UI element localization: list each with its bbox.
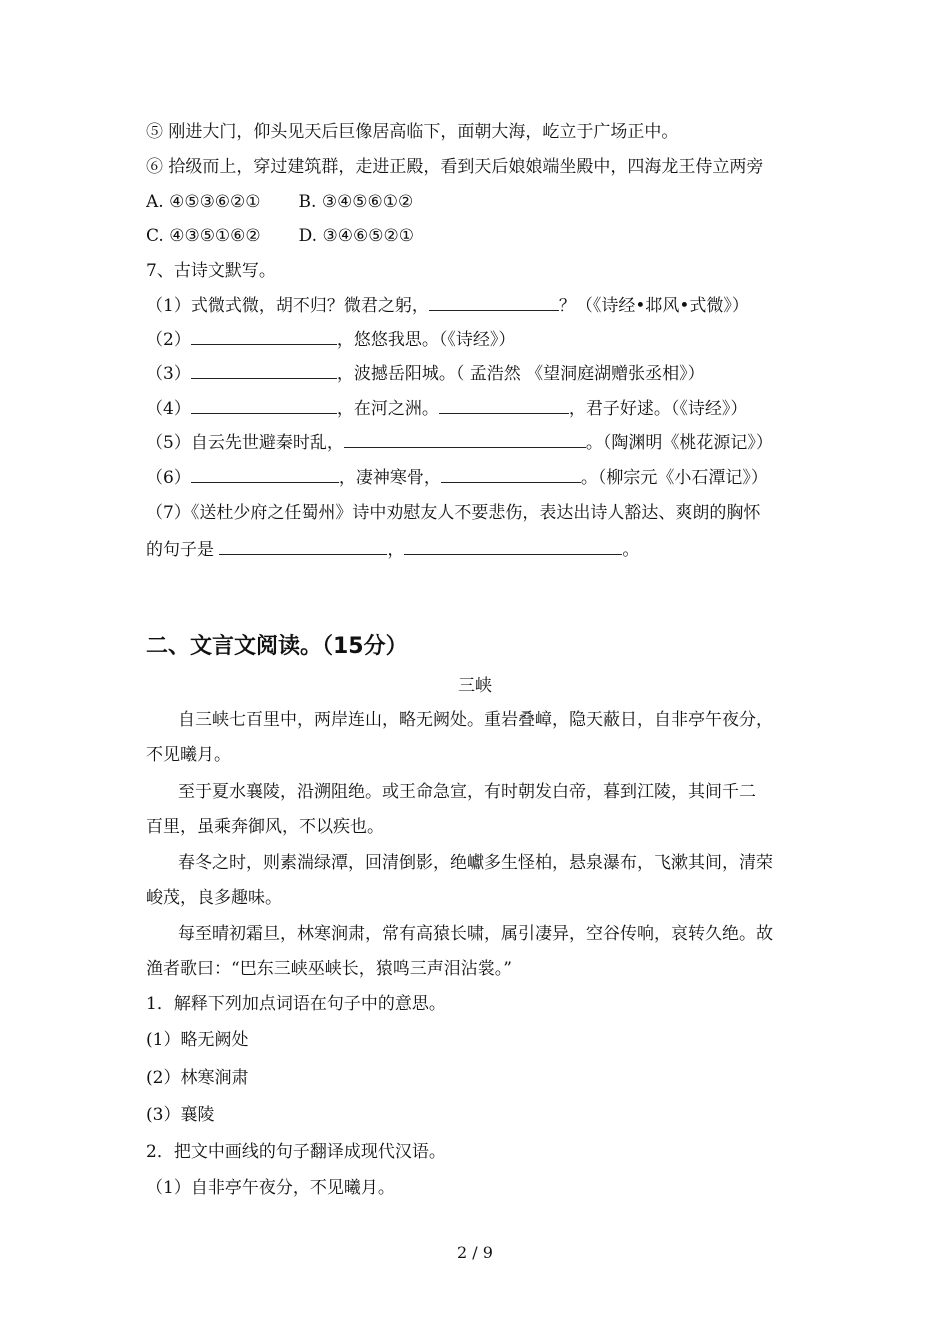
dotted-word: 襄 [180,1105,198,1125]
passage-para-3-cont: 峻茂，良多趣味。 [146,888,282,908]
answer-blank[interactable] [439,397,569,414]
item-text: (1）略无 [146,1030,215,1050]
recite-source: ？（《诗经•邶风•式微》） [558,296,749,316]
question-2: 2．把文中画线的句子翻译成现代汉语。 [146,1142,446,1162]
recite-source: ，君子好逑。（《诗经》） [568,399,748,419]
item-text: 陵 [197,1105,215,1125]
recite-text: ，波撼岳阳城。（ 孟浩然 《望洞庭湖赠张丞相》） [336,364,705,384]
option-a: A. ④⑤③⑥②① [146,192,261,212]
options-row-ab [146,190,816,214]
option-c: C. ④③⑤①⑥② [146,226,261,246]
recite-line-6 [146,466,816,490]
recite-number: （4） [146,399,191,419]
options-row-cd [146,224,816,248]
item-text: (3） [146,1105,181,1125]
question-1-item-2 [146,1066,816,1090]
question-7-title: 7、古诗文默写。 [146,261,276,281]
recite-line-7: （7）《送杜少府之任蜀州》诗中劝慰友人不要悲伤，表达出诗人豁达、爽朗的胸怀 [146,503,761,523]
recite-source: 。（柳宗元《小石潭记》） [580,468,768,488]
recite-text: （1）式微式微，胡不归？微君之躬， [146,296,429,316]
recite-text: 的句子是 [146,540,220,560]
recite-line-3 [146,362,816,386]
question-1-item-1 [146,1028,816,1052]
passage-para-2-cont: 百里，虽乘奔御风，不以疾也。 [146,817,384,837]
dotted-word: 阙 [214,1030,232,1050]
answer-blank[interactable] [404,538,622,555]
passage-para-1-cont: 不见曦月。 [146,745,231,765]
answer-blank[interactable] [191,362,337,379]
recite-line-4 [146,397,816,421]
recite-text: ，凄神寒骨， [338,468,441,488]
recite-number: （6） [146,468,191,488]
answer-blank[interactable] [344,431,586,448]
recite-text: ，悠悠我思。（《诗经》） [336,330,516,350]
question-1-item-3 [146,1103,816,1127]
option-d: D. ③④⑥⑤②① [298,226,414,246]
recite-line-5 [146,431,816,455]
passage-para-4: 每至晴初霜旦，林寒涧肃，常有高猿长啸，属引凄异，空谷传响，哀转久绝。故 [178,924,773,944]
recite-number: （2） [146,330,191,350]
item-text: 处 [231,1030,249,1050]
passage-title: 三峡 [458,676,492,696]
answer-blank[interactable] [429,294,559,311]
recite-line-1 [146,294,816,318]
passage-para-3: 春冬之时，则素湍绿潭，回清倒影，绝巘多生怪柏，悬泉瀑布，飞漱其间，清荣 [178,853,773,873]
answer-blank[interactable] [191,397,337,414]
section-heading: 二、文言文阅读。（15分） [146,634,408,659]
question-2-item-1: （1）自非亭午夜分，不见曦月。 [146,1178,395,1198]
page-number: 2 / 9 [457,1243,493,1262]
answer-blank[interactable] [219,538,387,555]
passage-para-1: 自三峡七百里中，两岸连山，略无阙处。重岩叠嶂，隐天蔽日，自非亭午夜分， [178,710,773,730]
dotted-word: 肃 [231,1068,249,1088]
recite-number: （3） [146,364,191,384]
question-1: 1．解释下列加点词语在句子中的意思。 [146,994,446,1014]
recite-line-7-cont [146,538,816,562]
passage-para-2: 至于夏水襄陵，沿溯阻绝。或王命急宣，有时朝发白帝，暮到江陵，其间千二 [178,782,756,802]
recite-text: 。 [622,540,640,560]
recite-source: 。（陶渊明《桃花源记》） [585,433,773,453]
sentence-item-6: ⑥ 拾级而上，穿过建筑群，走进正殿，看到天后娘娘端坐殿中，四海龙王侍立两旁 [146,157,764,177]
item-text: (2）林寒涧 [146,1068,232,1088]
recite-text: ， [387,540,405,560]
recite-line-2 [146,328,816,352]
answer-blank[interactable] [191,328,337,345]
recite-text: （5）自云先世避秦时乱， [146,433,344,453]
option-b: B. ③④⑤⑥①② [298,192,414,212]
sentence-item-5: ⑤ 刚进大门，仰头见天后巨像居高临下，面朝大海，屹立于广场正中。 [146,122,679,142]
answer-blank[interactable] [191,466,339,483]
recite-text: ，在河之洲。 [336,399,439,419]
passage-para-4-cont: 渔者歌曰：“巴东三峡巫峡长，猿鸣三声泪沾裳。” [146,959,512,979]
answer-blank[interactable] [441,466,581,483]
